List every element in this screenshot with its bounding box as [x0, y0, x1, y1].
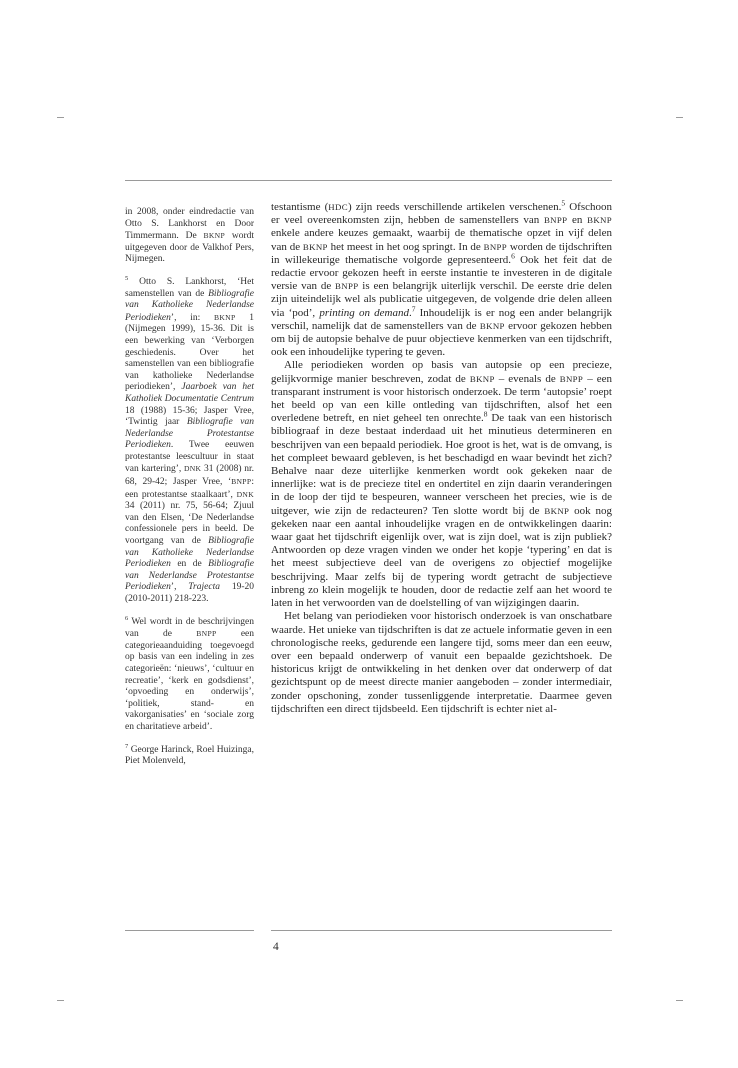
smallcaps-acronym: DNK — [183, 464, 202, 474]
crop-mark-bottom-right — [676, 1000, 683, 1001]
text-run: : een protestantse staalkaart’, — [125, 477, 254, 500]
italic-text: Bibliografie van Nederlandse Protestantse Periodieken — [125, 559, 254, 593]
footnote-7 — [125, 742, 254, 768]
text-run: De taak van een historisch bibliograaf in deze bestaat inderdaad uit het minutieus determineren en beschrijven van een bepaald periodiek. Hoe groot is het, wat is de omvang, is het compleet bewaard gebleven, is het beschadigd en waar bevindt het zich? Behalve naar deze uiterlijke kenmerken wordt ook gekeken naar de innerlijke: wat is de precieze titel en ondertitel en zijn daarin veranderingen in de loop der tijd te bespeuren, wanneer verscheen het precies, wie is de uitgever, wie zijn de redacteuren? Ten slotte wordt bij de — [271, 412, 612, 517]
page-number: 4 — [273, 941, 279, 953]
smallcaps-acronym: HDC — [328, 202, 348, 212]
footnote-5 — [125, 274, 255, 606]
smallcaps-acronym: BKNP — [479, 320, 505, 331]
main-text-column — [271, 198, 613, 716]
text-run: worden de tijdschriften in willekeurige thematische volgorde gepresenteerd. — [271, 240, 612, 266]
footnote-marker: 6 — [125, 614, 129, 622]
text-run: 34 (2011) nr. 75, 56-64; Zjuul van den Elsen, ‘De Nederlandse confessionele pers in beeld. De voortgang van de — [125, 501, 254, 547]
italic-text: Bibliografie van Nederlandse Protestantse Periodieken — [125, 417, 254, 451]
crop-mark-bottom-left — [57, 1000, 64, 1001]
smallcaps-acronym: BNPP — [196, 629, 217, 639]
footnote-marker: 6 — [511, 251, 515, 261]
text-run: wordt uitgegeven door de Valkhof Pers, Nijmegen. — [125, 231, 255, 265]
smallcaps-acronym: BKNP — [544, 505, 570, 516]
text-run: ervoor gekozen hebben om bij de autopsie behalve de puur objectieve kenmerken van een tijdschrift, ook een inhoudelijke typering te geven. — [271, 319, 612, 359]
smallcaps-acronym: BNPP — [483, 241, 508, 252]
crop-mark-top-left — [57, 117, 64, 118]
footnote-6 — [125, 614, 255, 734]
italic-text: Trajecta — [188, 582, 220, 593]
text-run: 31 (2008) nr. 68, 29-42; Jasper Vree, ‘ — [125, 464, 255, 488]
text-run: Het belang van periodieken voor historisch onderzoek is van onschatbare waarde. Het unieke van tijdschriften is dat ze actuele informatie geven in een chronologische reeks, gedurende een langere tijd, soms meer dan een eeuw, over een bepaald onderwerp of vanuit een bepaalde gezichtshoek. De historicus krijgt de ontwikkeling in het denken over dat onderwerp of dat gezichtspunt op de meest directe manier aangeboden – zonder intermediair, zonder opschoning, zonder tussenliggende interpretatie. Daarmee geven tijdschriften een direct tijdsbeeld. Een tijdschrift is echter niet al- — [271, 610, 612, 715]
text-run: Otto S. Lankhorst, ‘Het samenstellen van de — [125, 276, 254, 299]
italic-text: Jaarboek van het Katholiek Documentatie Centrum — [125, 382, 255, 404]
text-run: 19-20 (2010-2011) 218-223. — [125, 582, 254, 604]
footnote-marker: 7 — [411, 303, 416, 313]
smallcaps-acronym: BNPP — [231, 477, 252, 487]
text-run: 1 (Nijmegen 1999), 15-36. Dit is een bewerking van ‘Verborgen geschiedenis. Over het samenstellen van een bibliografie van katholieke Nederlandse periodieken’, — [125, 312, 254, 393]
footnote-marker: 8 — [483, 409, 488, 419]
smallcaps-acronym: BKNP — [203, 231, 225, 241]
text-run: . — [408, 306, 412, 319]
text-run: enkele andere keuzes gemaakt, waarbij de thematische opzet in vijf delen van de — [271, 227, 612, 253]
italic-text: printing on demand — [319, 306, 409, 319]
paragraph-2 — [271, 359, 612, 610]
italic-text: Bibliografie van Katholieke Nederlandse Periodieken — [125, 288, 254, 323]
footer-rule-left — [125, 930, 254, 931]
text-run: . Twee eeuwen protestantse leescultuur in staat van kartering’, — [125, 440, 254, 475]
text-run: Ook het feit dat de redactie ervoor gekozen heeft in eerste instantie te investeren in de digitale versie van de — [271, 253, 612, 293]
text-run: het meest in het oog springt. In de — [327, 240, 484, 253]
smallcaps-acronym: DNK — [236, 489, 254, 499]
crop-mark-top-right — [676, 117, 683, 118]
text-run: 18 (1988) 15-36; Jasper Vree, ‘Twintig jaar — [125, 405, 254, 428]
text-run: ’, — [170, 582, 189, 593]
header-rule — [125, 180, 612, 181]
footnote-marker: 7 — [125, 742, 129, 750]
text-run: Inhoudelijk is er nog een ander belangrijk verschil, namelijk dat de samenstellers van de — [271, 306, 613, 332]
smallcaps-acronym: BKNP — [214, 312, 236, 322]
margin-note-continuation — [125, 207, 254, 266]
smallcaps-acronym: BKNP — [302, 241, 328, 252]
text-run: Ofschoon er veel overeenkomsten zijn, hebben de samenstellers van — [271, 201, 612, 227]
smallcaps-acronym: BKNP — [587, 215, 612, 226]
text-run: een categorieaanduiding toegevoegd op basis van een indeling in zes categorieën: ‘nieuws’, ‘cultuur en recreatie’, ‘kerk en godsdienst’, ‘opvoeding en onderwijs’, ‘politiek, stand- en vakorganisaties’ en ‘sociale zorg en charitatieve arbeid’. — [125, 629, 255, 732]
text-run: Wel wordt in de beschrijvingen van de — [125, 616, 254, 640]
footer-rule-right — [271, 930, 612, 931]
italic-text: Bibliografie van Katholieke Nederlandse Periodieken — [125, 536, 254, 570]
footnotes-column — [125, 207, 254, 779]
text-run: is een belangrijk uiterlijk verschil. De eerste drie delen zijn uiteindelijk wel als publicatie uitgegeven, de volgende drie delen alleen via ‘pod’, — [271, 280, 612, 319]
footnote-marker: 5 — [561, 198, 566, 208]
text-run: Alle periodieken worden op basis van autopsie op een precieze, gelijkvormige manier beschreven, zodat de — [271, 359, 612, 385]
text-run: ook nog gekeken naar een aantal inhoudelijke vragen en de ontwikkelingen daarin: waar gaat het tijdschrift eigenlijk over, wat is zijn doel, wat is zijn publiek? Antwoorden op deze vragen vinden we onder het kopje ‘typering’ en dat is het meest subjectieve deel van de overigens zo objectief mogelijke beschrijving. Maar zelfs bij de typering wordt getracht de subjectieve inbreng zo klein mogelijk te houden, door de redactie zelf aan het woord te laten in het verwoorden van de doelstelling of van wijzigingen daarin. — [271, 504, 612, 610]
text-run: George Harinck, Roel Huizinga, Piet Molenveld, — [125, 744, 254, 767]
text-run: en de — [170, 559, 209, 570]
smallcaps-acronym: BNPP — [543, 215, 568, 226]
text-run: ’, in: — [170, 312, 214, 323]
text-run: – een transparant instrument is voor historisch onderzoek. De term ‘autopsie’ roept het beeld op van een kille ontleding van tijdschriften, alsof het een overledene betreft, en niet geheel ten onrechte. — [271, 372, 613, 425]
text-run: en — [567, 214, 588, 227]
text-run: – evenals de — [494, 372, 560, 385]
footnote-marker: 5 — [125, 274, 129, 282]
paragraph-3 — [271, 610, 612, 716]
paragraph-1 — [271, 198, 613, 359]
smallcaps-acronym: BNPP — [559, 373, 584, 384]
smallcaps-acronym: BNPP — [335, 281, 359, 292]
smallcaps-acronym: BKNP — [469, 373, 495, 384]
text-run: ) zijn reeds verschillende artikelen verschenen. — [347, 201, 562, 213]
text-run: in 2008, onder eindredactie van Otto S. Lankhorst en Door Timmermann. De — [125, 207, 254, 242]
text-run: testantisme ( — [271, 201, 329, 213]
